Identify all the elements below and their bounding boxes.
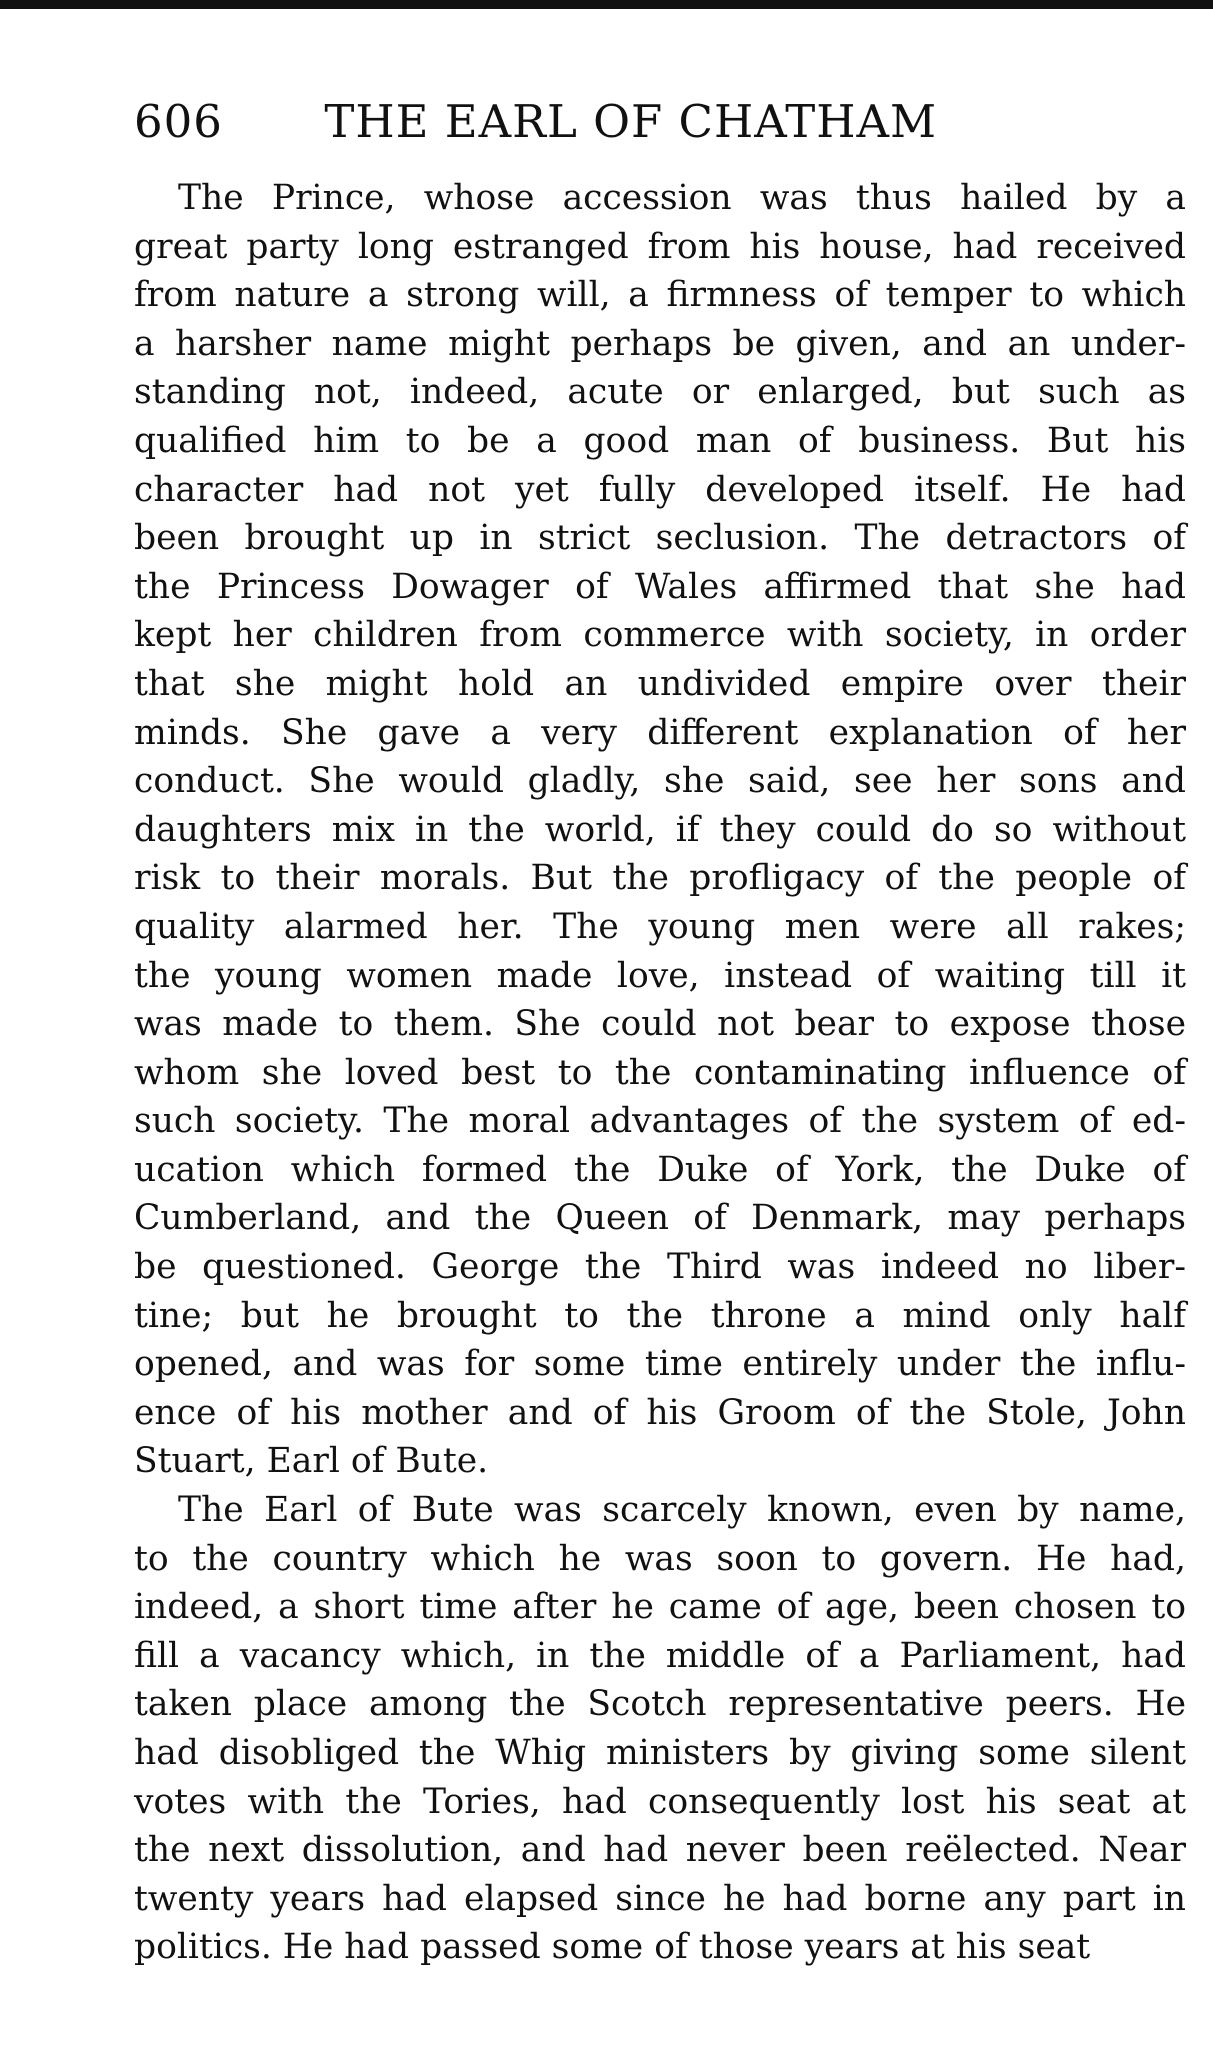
text-line: kept her children from commerce with society, in order: [134, 615, 1186, 656]
paragraph: [134, 174, 1186, 1486]
text-line: The Prince, whose accession was thus hailed by a: [178, 178, 1186, 218]
text-line: such society. The moral advantages of the system of ed-: [134, 1101, 1186, 1142]
text-line: to the country which he was soon to govern. He had,: [134, 1538, 1186, 1579]
page-number: 606: [134, 95, 223, 148]
text-line: the next dissolution, and had never been reëlected. Near: [134, 1830, 1186, 1871]
text-line: a harsher name might perhaps be given, and an under-: [134, 323, 1186, 364]
text-line: character had not yet fully developed itself. He had: [134, 469, 1186, 510]
text-line: whom she loved best to the contaminating influence of: [134, 1052, 1186, 1093]
text-line: The Earl of Bute was scarcely known, even by name,: [178, 1490, 1186, 1531]
text-line: been brought up in strict seclusion. The detractors of: [134, 518, 1186, 559]
text-line: was made to them. She could not bear to expose those: [134, 1004, 1186, 1045]
text-line: qualified him to be a good man of business. But his: [134, 420, 1186, 461]
page-header: [134, 92, 1184, 152]
text-line: be questioned. George the Third was indeed no liber-: [134, 1247, 1186, 1288]
text-line: indeed, a short time after he came of age, been chosen to: [134, 1587, 1186, 1628]
text-line: minds. She gave a very different explanation of her: [134, 712, 1186, 753]
text-line: twenty years had elapsed since he had borne any part in: [134, 1878, 1186, 1919]
text-line: fill a vacancy which, in the middle of a Parliament, had: [134, 1635, 1186, 1676]
text-line: risk to their morals. But the profligacy of the people of: [134, 858, 1186, 899]
text-line: ence of his mother and of his Groom of the Stole, John: [134, 1392, 1186, 1433]
text-line: conduct. She would gladly, she said, see her sons and: [134, 761, 1186, 802]
text-line: politics. He had passed some of those years at his seat: [134, 1927, 1091, 1968]
body-text: [134, 174, 1186, 1972]
text-line: daughters mix in the world, if they could do so without: [134, 809, 1186, 850]
text-line: had disobliged the Whig ministers by giving some silent: [134, 1733, 1186, 1773]
text-line: Stuart, Earl of Bute.: [134, 1441, 489, 1482]
text-line: votes with the Tories, had consequently lost his seat at: [134, 1781, 1186, 1822]
paragraph: [134, 1486, 1186, 1972]
text-line: tine; but he brought to the throne a mind only half: [134, 1295, 1186, 1336]
text-line: Cumberland, and the Queen of Denmark, may perhaps: [134, 1198, 1186, 1239]
text-line: the young women made love, instead of waiting till it: [134, 955, 1186, 996]
text-line: standing not, indeed, acute or enlarged, but such as: [134, 372, 1186, 413]
text-line: from nature a strong will, a firmness of temper to which: [134, 275, 1186, 316]
text-line: that she might hold an undivided empire over their: [134, 663, 1186, 704]
text-line: ucation which formed the Duke of York, the Duke of: [134, 1149, 1186, 1190]
text-line: great party long estranged from his house, had received: [134, 226, 1186, 267]
running-title: THE EARL OF CHATHAM: [324, 95, 938, 148]
text-line: opened, and was for some time entirely under the influ-: [134, 1344, 1186, 1385]
top-rule: [0, 0, 1213, 9]
text-line: taken place among the Scotch representative peers. He: [134, 1684, 1186, 1725]
text-line: quality alarmed her. The young men were all rakes;: [134, 906, 1186, 947]
text-line: the Princess Dowager of Wales affirmed that she had: [134, 566, 1186, 607]
